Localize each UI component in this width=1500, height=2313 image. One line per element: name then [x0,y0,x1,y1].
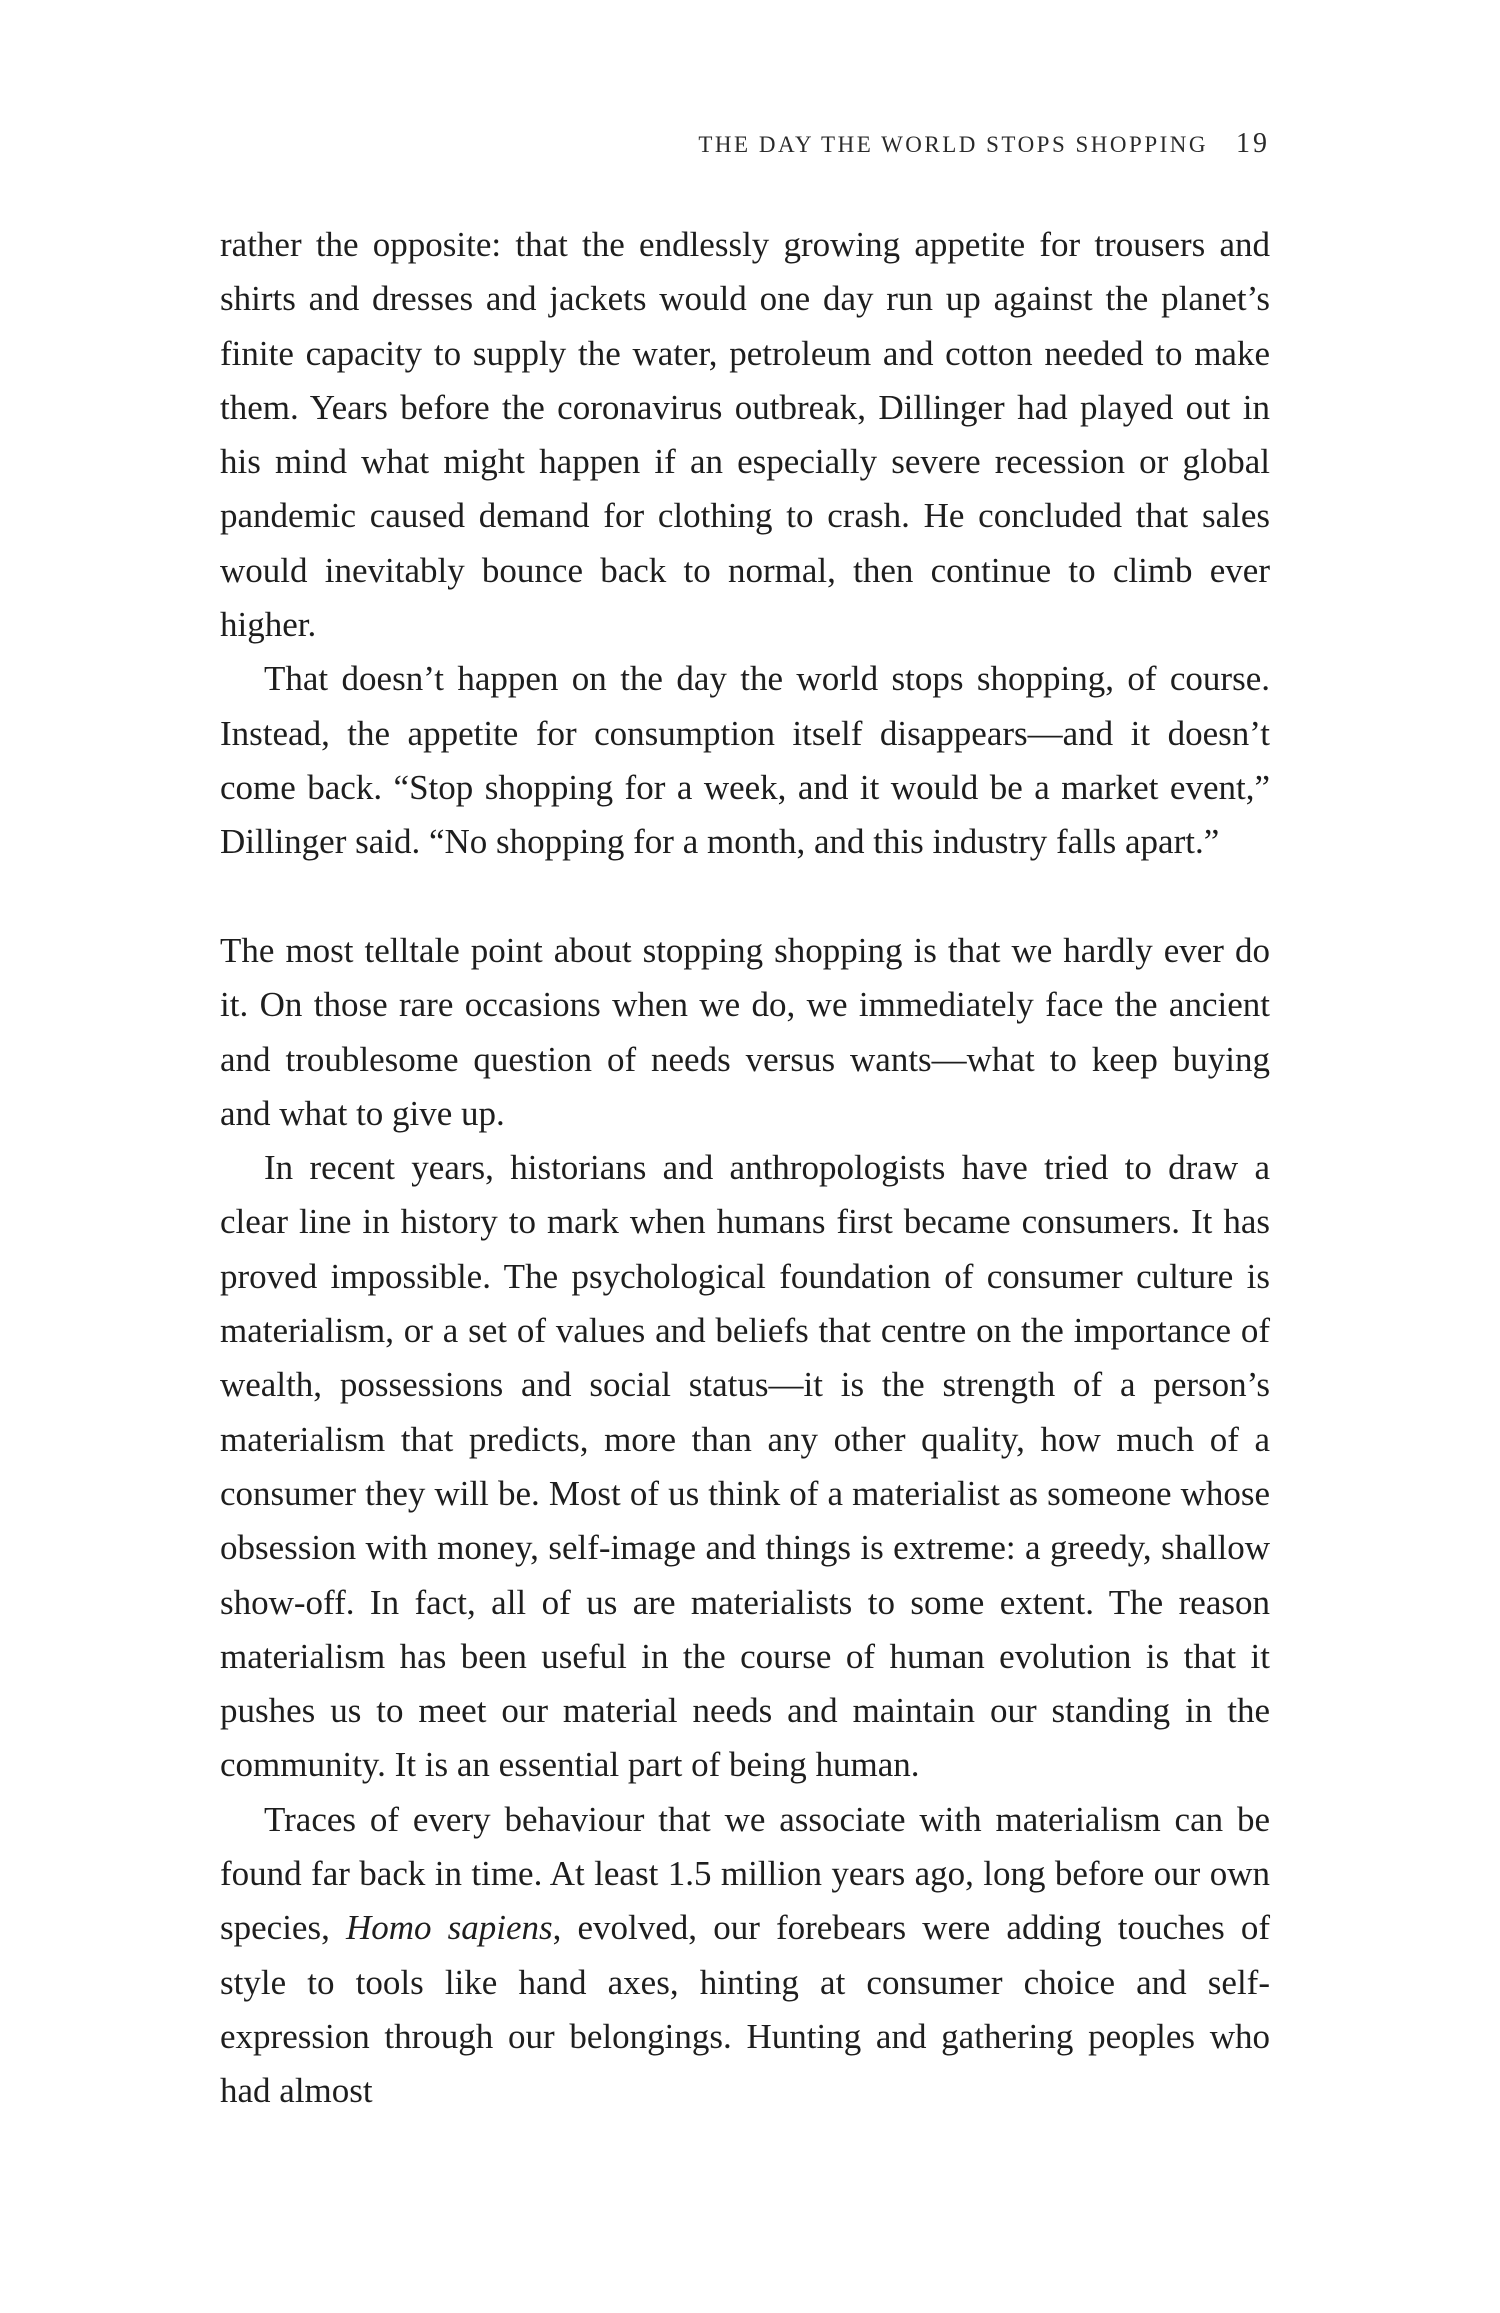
paragraph [220,1793,1270,2119]
running-head [220,128,1270,160]
paragraph: The most telltale point about stopping shopping is that we hardly ever do it. On those rare occasions when we do, we immediately face the ancient and troublesome question of needs versus wants—what to keep buying and what to give up. [220,931,1270,1133]
section-1 [220,218,1270,870]
section-2 [220,924,1270,2119]
paragraph-text: , evolved, our forebears were adding touches of style to tools like hand axes, hinting at consumer choice and self-expression through our belongings. Hunting and gathering peoples who had almost [220,1908,1270,2111]
paragraph: In recent years, historians and anthropologists have tried to draw a clear line in history to mark when humans first became consumers. It has proved impossible. The psychological foundation of consumer culture is materialism, or a set of values and beliefs that centre on the importance of wealth, possessions and social status—it is the strength of a person’s materialism that predicts, more than any other quality, how much of a consumer they will be. Most of us think of a materialist as someone whose obsession with money, self-image and things is extreme: a greedy, shallow show-off. In fact, all of us are materialists to some extent. The reason materialism has been useful in the course of human evolution is that it pushes us to meet our material needs and maintain our standing in the community. It is an essential part of being human. [220,1148,1270,1785]
running-head-title: THE DAY THE WORLD STOPS SHOPPING [698,132,1208,157]
paragraph: That doesn’t happen on the day the world stops shopping, of course. Instead, the appetite for consumption itself disappears—and it doesn’t come back. “Stop shopping for a week, and it would be a market event,” Dillinger said. “No shopping for a month, and this industry falls apart.” [220,659,1270,862]
paragraph: rather the opposite: that the endlessly growing appetite for trousers and shirts and dresses and jackets would one day run up against the planet’s finite capacity to supply the water, petroleum and cotton needed to make them. Years before the coronavirus outbreak, Dillinger had played out in his mind what might happen if an especially severe recession or global pandemic caused demand for clothing to crash. He concluded that sales would inevitably bounce back to normal, then continue to climb ever higher. [220,225,1270,645]
page-number: 19 [1236,128,1270,159]
italic-species-name: Homo sapiens [345,1908,553,1948]
paragraph-text: Traces of every behaviour that we associate with materialism can be found far back in time. At least 1.5 million years ago, long before our own species, [220,1799,1270,1948]
